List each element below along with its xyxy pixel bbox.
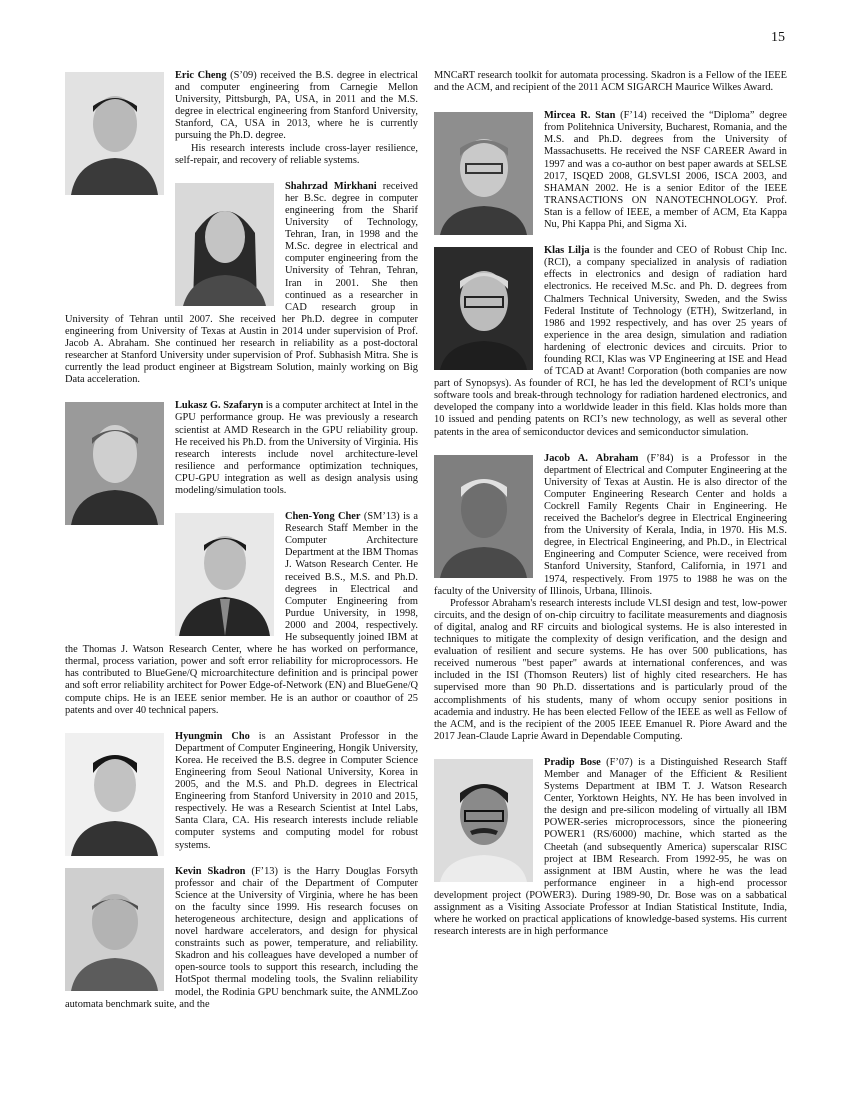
portrait-mircea-stan bbox=[434, 112, 533, 235]
bio-text: is the founder and CEO of Robust Chip Inc. (RCI), a company specialized in analysis of radiation effects in electronics and design of radiation hard electronics. He received M.Sc. and Ph. D. degrees from Chalmers Technical University, Sweden, and the Swiss Federal Institute of Technology (ETH), Switzerland, in 1986 and 1992 respectively, and has over 25 years of experience in the area design, simulation and radiation hardening of electronic devices and circuits. Prior to founding RCI, Klas was VP Engineering at ISE and Head of TCAD at Avant! Corporation (both companies are now part of Synopsys). As founder of RCI, he has led the development of RCI’s unique software tools and break-through technology for radiation hardened electronics, and developed the company into a worldwide leader in this field. Klas holds more than 10 issued and pending patents on RCI’s new technology, as well as several other patents in the area of semiconductor devices and semiconductor simulation. bbox=[434, 245, 787, 438]
page-number: 15 bbox=[771, 30, 785, 45]
portrait-chen-yong-cher bbox=[175, 513, 274, 636]
portrait-icon bbox=[65, 72, 164, 195]
bio-lukasz-szafaryn bbox=[65, 400, 418, 497]
bio-text-para2: His research interests include cross-layer resilience, self-repair, and recovery of reliable systems. bbox=[175, 142, 418, 166]
portrait-pradip-bose bbox=[434, 759, 533, 882]
bio-continuation-skadron: MNCaRT research toolkit for automata processing. Skadron is a Fellow of the IEEE and the ACM, and recipient of the 2011 ACM SIGARCH Maurice Wilkes Award. bbox=[434, 70, 787, 94]
bio-name: Lukasz G. Szafaryn bbox=[175, 400, 264, 412]
bio-text: (F’84) is a Professor in the department of Electrical and Computer Engineering at the University of Texas at Austin. He is also director of the Computer Engineering Research Center and holds a Cockrell Family Regents Chair in Engineering. He received the Bachelor's degree in Electrical Engineering from the University of Kerala, India, in 1970. His M.S. degree, in Electrical Engineering, and Ph.D., in Electrical Engineering and Computer Science, were received from Stanford University, Stanford, California, in 1971 and 1974, respectively. From 1975 to 1988 he was on the faculty of the University of Illinois, Urbana, Illinois. bbox=[434, 452, 787, 597]
portrait-shahrzad-mirkhani bbox=[175, 183, 274, 306]
bio-name: Mircea R. Stan bbox=[544, 110, 616, 122]
bio-hyungmin-cho bbox=[65, 731, 418, 852]
portrait-icon bbox=[175, 513, 274, 636]
bio-name: Jacob A. Abraham bbox=[544, 452, 639, 464]
bio-name: Pradip Bose bbox=[544, 756, 601, 768]
bio-text: (F’13) is the Harry Douglas Forsyth professor and chair of the Department of Computer Science at the University of Virginia, where he has been on the faculty since 1999. His research focuses on heterogeneous architecture, design and applications of novel hardware accelerators, and design for physical constraints such as power, temperature, and reliability. Skadron and his colleagues have developed a number of open-source tools to support this research, including the HotSpot thermal modeling tools, the Svalinn reliability model, the Rodinia GPU benchmark suite, the ANMLZoo automata benchmark suite, and the bbox=[65, 865, 418, 1010]
bio-text: received her B.Sc. degree in computer engineering from the Sharif University of Technology, Tehran, Iran, in 1998 and the M.Sc. degree in electrical and computer engineering from the University of Tehran, Tehran, Iran in 2001. She then continued as a researcher in CAD research group in University of Tehran until 2007. She received her Ph.D. degree in computer engineering from University of Texas at Austin in 2014 under supervision of Prof. Jacob A. Abraham. She continued her research in reliability as a post-doctoral researcher at Stanford University under supervision of Prof. Subhasish Mitra. She is currently the lead product engineer at Bigstream Solution, mainly working on Big Data acceleration. bbox=[65, 180, 418, 386]
portrait-lukasz-szafaryn bbox=[65, 402, 164, 525]
portrait-icon bbox=[434, 112, 533, 235]
bio-klas-lilja bbox=[434, 245, 787, 439]
bio-name: Chen-Yong Cher bbox=[285, 511, 361, 523]
portrait-kevin-skadron bbox=[65, 868, 164, 991]
left-column bbox=[65, 70, 418, 1025]
bio-name: Klas Lilja bbox=[544, 245, 590, 257]
bio-name: Eric Cheng bbox=[175, 70, 227, 81]
portrait-klas-lilja bbox=[434, 247, 533, 370]
bio-shahrzad-mirkhani bbox=[65, 181, 418, 387]
portrait-eric-cheng bbox=[65, 72, 164, 195]
portrait-icon bbox=[434, 759, 533, 882]
right-column bbox=[434, 70, 787, 952]
bio-text: (S’09) received the B.S. degree in electrical and computer engineering from Carnegie Mellon University, Pittsburgh, PA, USA, in 2011 and the M.S. degree in electrical engineering from Stanford University, Stanford, CA, USA in 2013, where he is currently pursuing the Ph.D. degree. bbox=[175, 70, 418, 142]
bio-pradip-bose bbox=[434, 757, 787, 938]
bio-text: (F’07) is a Distinguished Research Staff Member and Manager of the Efficient & Resilient Systems Department at IBM T. J. Watson Research Center, Yorktown Heights, NY. He has been involved in the design and pre-silicon modeling of virtually all IBM POWER-series microprocessors, since the pioneering POWER1 (RS/6000) machine, which started as the Cheetah (and subsequently America) superscalar RISC project at IBM Research. From 1992-95, he was on assignment at IBM Austin, where he was the lead performance engineer in a high-end processor development project (POWER3). During 1989-90, Dr. Bose was on a sabbatical assignment as a Visiting Associate Professor at Indian Statistical Institute, India, where he worked on practical applications of knowledge-based systems. His current research interests are in high performance bbox=[434, 756, 787, 938]
portrait-icon bbox=[175, 183, 274, 306]
portrait-icon bbox=[434, 247, 533, 370]
bio-text: (SM’13) is a Research Staff Member in the Computer Architecture Department at the IBM Thomas J. Watson Research Center. He received B.S., M.S. and Ph.D. degrees in Electrical and Computer Engineering from Purdue University, in 1998, 2000 and 2004, respectively. He subsequently joined IBM at the Thomas J. Watson Research Center, where he has worked on performance, thermal, process variation, power and soft error reliability for microprocessors. He has contributed to BlueGene/Q microarchitecture definition and is principal power and soft error reliability architect for Power Edge-of-Network (EN) and BlueGene/Q compute chips. He is an IEEE senior member. He is an author or coauthor of 25 patents and over 40 technical papers. bbox=[65, 511, 419, 716]
portrait-icon bbox=[65, 402, 164, 525]
portrait-icon bbox=[65, 733, 164, 856]
bio-text: is an Assistant Professor in the Department of Computer Engineering, Hongik University, Korea. He received the B.S. degree in Computer Science Engineering from Seoul National University, Korea in 2005, and the M.S. and Ph.D. degrees in Electrical Engineering from Stanford University in 2010 and 2015, respectively. He was a Research Scientist at Intel Labs, Santa Clara, CA. His research interests include reliable computer systems and computing model for robust systems. bbox=[175, 730, 418, 851]
bio-kevin-skadron bbox=[65, 866, 418, 1011]
bio-name: Shahrzad Mirkhani bbox=[285, 180, 377, 192]
portrait-icon bbox=[65, 868, 164, 991]
bio-eric-cheng bbox=[65, 70, 418, 167]
portrait-hyungmin-cho bbox=[65, 733, 164, 856]
bio-mircea-stan bbox=[434, 110, 787, 231]
portrait-icon bbox=[434, 455, 533, 578]
bio-chen-yong-cher bbox=[65, 511, 418, 717]
portrait-jacob-abraham bbox=[434, 455, 533, 578]
bio-name: Kevin Skadron bbox=[175, 865, 246, 877]
bio-name: Hyungmin Cho bbox=[175, 730, 250, 742]
bio-jacob-abraham bbox=[434, 453, 787, 743]
bio-text: (F’14) received the “Diploma” degree from Politehnica University, Bucharest, Romania, and the M.S. and Ph.D. degrees from the University of Massachusetts. He received the NSF CAREER Award in 1997 and was a co-author on best paper awards at SELSE 2017, ISQED 2008, GLSVLSI 2006, ISCA 2003, and SHAMAN 2002. He is a senior Editor of the IEEE TRANSACTIONS ON NANOTECHNOLOGY. Prof. Stan is a fellow of IEEE, a member of ACM, Eta Kappa Nu, Phi Kappa Phi, and Sigma Xi. bbox=[544, 110, 787, 231]
bio-text: is a computer architect at Intel in the GPU performance group. He was previously a research scientist at AMD Research in the GPU reliability group. He received his Ph.D. from the University of Virginia. His research interests include novel architecture-level resilience and performance optimization techniques, CPU-GPU integration as well as design analysis using modeling/simulation tools. bbox=[175, 400, 418, 496]
bio-text-para2: Professor Abraham's research interests include VLSI design and test, low-power circuits, and the design of on-chip circuitry to facilitate measurements and diagnosis of digital, analog and RF circuits and biological systems. He is also interested in techniques to mitigate the complexity of design verification, and the design and evaluation of resilient and secure systems. He has over 500 publications, has received numerous "best paper" awards at international conferences, and was included in the ISI (Thomson Reuters) list of highly cited researchers. He has supervised more than 90 Ph.D. dissertations and is particularly proud of the accomplishments of his students, many of whom occupy senior positions in academia and industry. He has been elected Fellow of the IEEE as well as Fellow of the ACM, and is the recipient of the 2005 IEEE Emanuel R. Piore Award and the 2017 Jean-Claude Laprie Award in Dependable Computing. bbox=[434, 597, 787, 742]
